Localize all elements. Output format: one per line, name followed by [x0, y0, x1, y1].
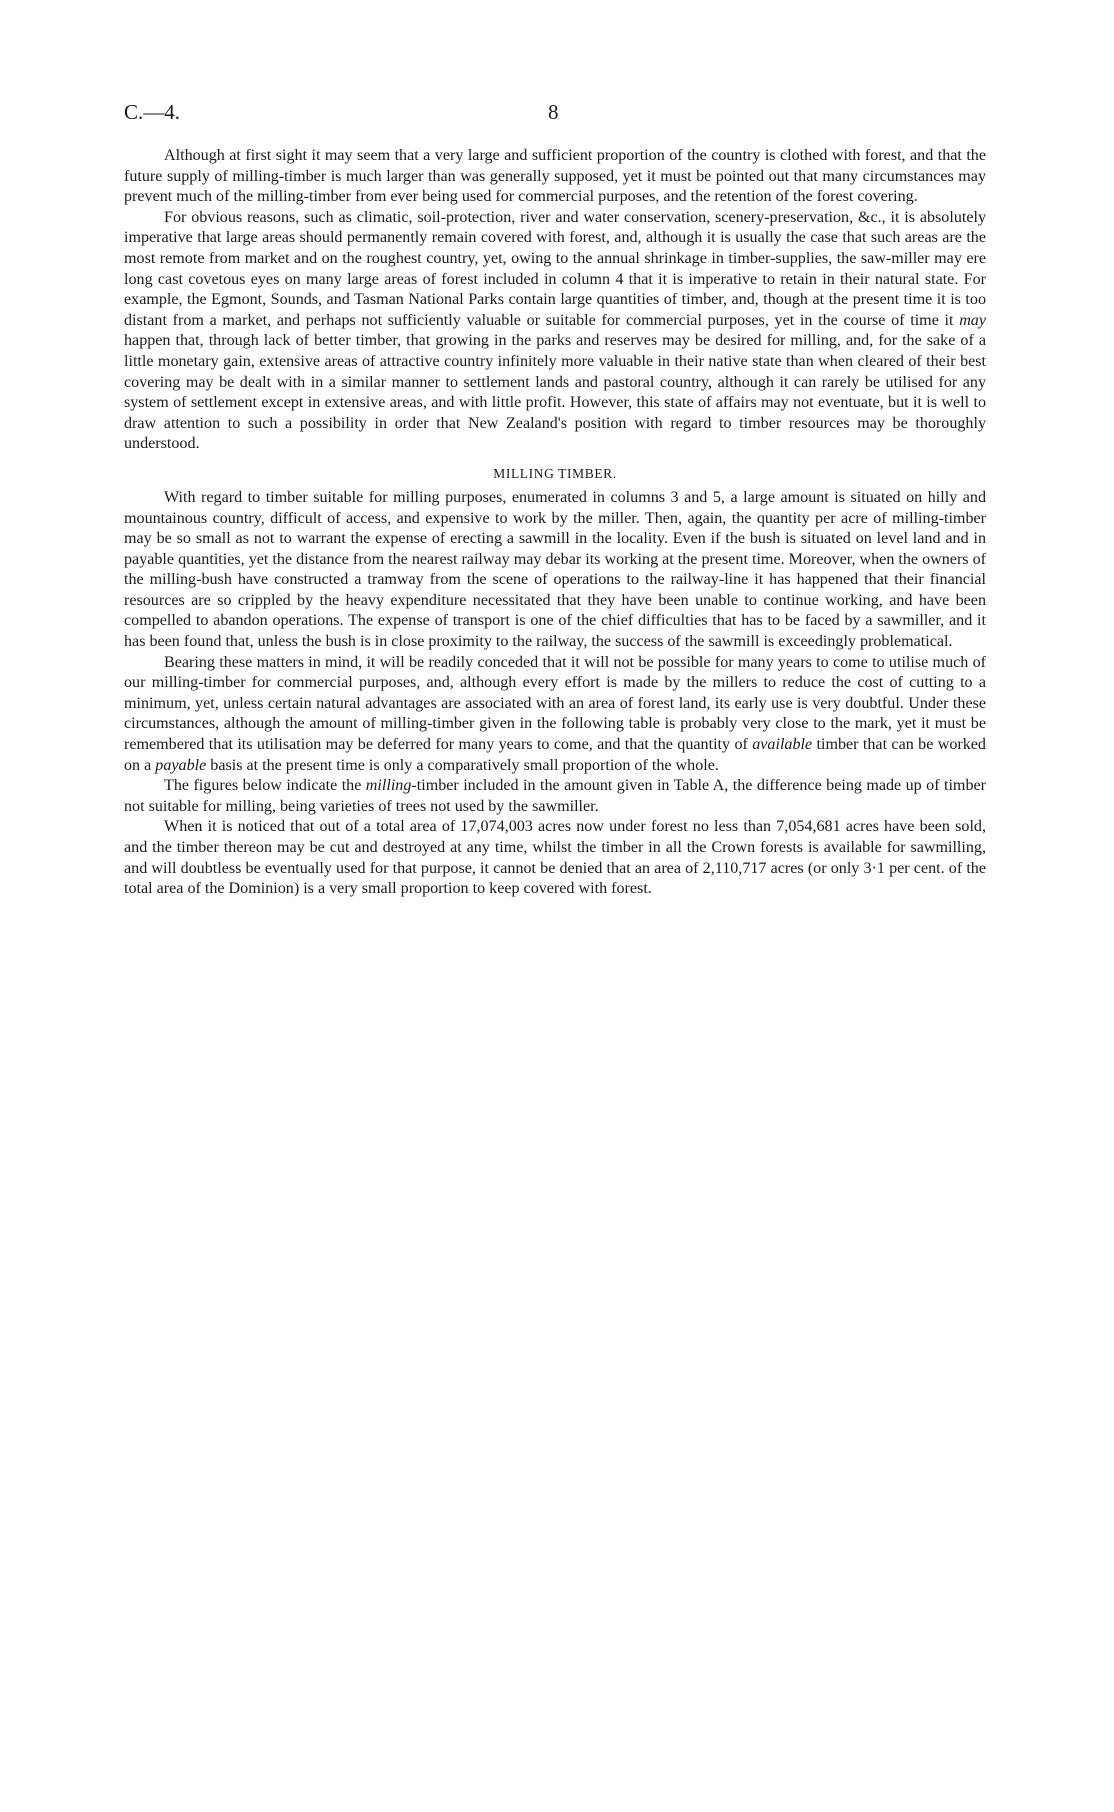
series-code: C.—4. — [124, 100, 181, 124]
section-heading: MILLING TIMBER. — [493, 465, 617, 481]
paragraph-total-area — [124, 817, 986, 899]
paragraph-figures-below — [124, 776, 986, 817]
emphasis-text: may — [959, 311, 986, 329]
body-text — [124, 146, 986, 900]
emphasis-text: payable — [155, 756, 207, 774]
paragraph-text: For obvious reasons, such as climatic, soil-protection, river and water conservation, scenery-preservation, &c., it is absolutely imperative that large areas should permanently remain covered with forest, and, although it is usually the case that such areas are the most remote from market and on the roughest country, yet, owing to the annual shrinkage in timber-supplies, the saw-miller may ere long cast covetous eyes on many large areas of forest included in column 4 that it is imperative to retain in their natural state. For example, the Egmont, Sounds, and Tasman National Parks contain large quantities of timber, and, though at the present time it is too distant from a market, and perhaps not sufficiently valuable or suitable for commercial purposes, yet in the course of time it — [124, 208, 986, 329]
paragraph-obvious-reasons — [124, 208, 986, 455]
paragraph-forest-retention — [124, 146, 986, 208]
paragraph-text: When it is noticed that out of a total area of 17,074,003 acres now under forest no less than 7,054,681 acres have been sold, and the timber thereon may be cut and destroyed at any time, whilst the timber in all the Crown forests is available for sawmilling, and will doubtless be eventually used for that purpose, it cannot be denied that an area of 2,110,717 acres (or only 3·1 per cent. of the total area of the Dominion) is a very small proportion to keep covered with forest. — [124, 818, 986, 898]
paragraph-text: -timber included in the amount given in Table A, the difference being made up of timber not suitable for milling, being varieties of trees not used by the sawmiller. — [124, 777, 986, 815]
paragraph-text: Bearing these matters in mind, it will be readily conceded that it will not be possible for many years to come to utilise much of our milling-timber for commercial purposes, and, although every effort is made by the millers to reduce the cost of cutting to a minimum, yet, unless certain natural advantages are associated with an area of forest land, its early use is very doubtful. Under these circumstances, although the amount of milling-timber given in the following table is probably very close to the mark, yet it must be remembered that its utilisation may be deferred for many years to come, and that the quantity of — [124, 653, 986, 754]
emphasis-text: available — [752, 736, 813, 754]
paragraph-milling-purposes — [124, 488, 986, 653]
paragraph-text: timber that can be worked on a — [124, 736, 986, 774]
paragraph-text: happen that, through lack of better timber, that growing in the parks and reserves may be desired for milling, and, for the sake of a little monetary gain, extensive areas of attractive country infinitely more valuable in their native state than when cleared of their best covering may be dealt with in a similar manner to settlement lands and pastoral country, although it can rarely be utilised for any system of settlement except in extensive areas, and with little profit. However, this state of affairs may not eventuate, but it is well to draw attention to such a possibility in order that New Zealand's position with regard to timber resources may be thoroughly understood. — [124, 332, 986, 453]
paragraph-text: basis at the present time is only a comparatively small proportion of the whole. — [206, 756, 719, 774]
paragraph-text: With regard to timber suitable for milling purposes, enumerated in columns 3 and 5, a large amount is situated on hilly and mountainous country, difficult of access, and expensive to work by the miller. Then, again, the quantity per acre of milling-timber may be so small as not to warrant the expense of erecting a sawmill in the locality. Even if the bush is situated on level land and in payable quantities, yet the distance from the nearest railway may debar its working at the present time. Moreover, when the owners of the milling-bush have constructed a tramway from the scene of operations to the railway-line it has happened that their financial resources are so crippled by the heavy expenditure necessitated that they have been unable to continue working, and have been compelled to abandon operations. The expense of transport is one of the chief difficulties that has to be faced by a sawmiller, and it has been found that, unless the bush is in close proximity to the railway, the success of the sawmill is exceedingly problematical. — [124, 488, 986, 651]
paragraph-bearing-in-mind — [124, 653, 986, 777]
emphasis-text: milling — [365, 777, 412, 795]
page-number: 8 — [548, 100, 559, 124]
paragraph-text: Although at first sight it may seem that a very large and sufficient proportion of the country is clothed with forest, and that the future supply of milling-timber is much larger than was generally supposed, yet it must be pointed out that many circumstances may prevent much of the milling-timber from ever being used for commercial purposes, and the retention of the forest covering. — [124, 147, 986, 206]
paragraph-text: The figures below indicate the — [164, 777, 366, 795]
page-header — [124, 100, 994, 130]
